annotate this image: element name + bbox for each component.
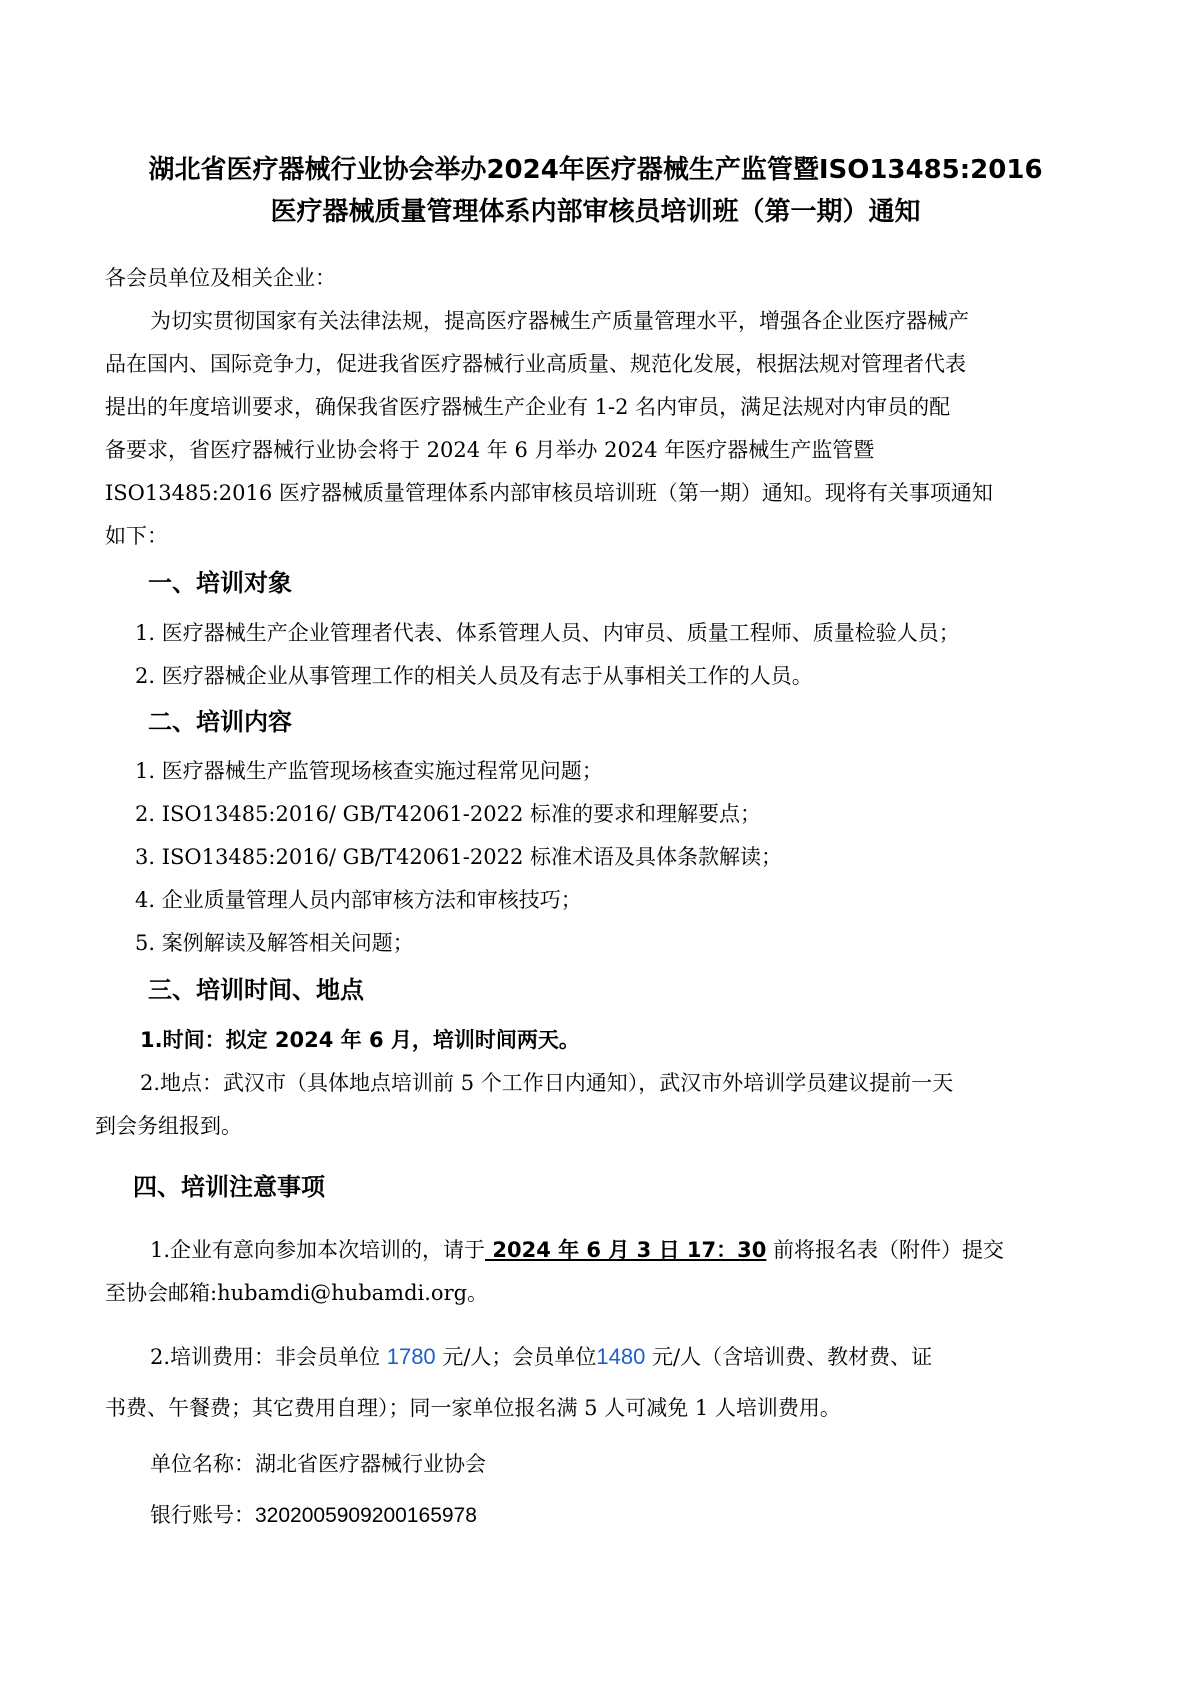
section4-item2-mid: 元/人；会员单位 <box>435 1345 597 1369</box>
intro-line-1: 为切实贯彻国家有关法律法规，提高医疗器械生产质量管理水平，增强各企业医疗器械产 <box>150 309 969 333</box>
section4-item2-prefix: 2.培训费用：非会员单位 <box>150 1345 387 1369</box>
intro-line-3: 提出的年度培训要求，确保我省医疗器械生产企业有 1-2 名内审员，满足法规对内审员的配 <box>105 395 951 419</box>
section4-item1-suffix: 前将报名表（附件）提交 <box>766 1238 1005 1262</box>
registration-deadline: 2024 年 6 月 3 日 17：30 <box>485 1238 767 1262</box>
section1-heading: 一、培训对象 <box>148 569 292 597</box>
section3-place-line2: 到会务组报到。 <box>95 1114 242 1138</box>
section2-item-5: 5. 案例解读及解答相关问题； <box>135 931 414 955</box>
bank-account-label: 银行账号： <box>150 1503 255 1527</box>
salutation: 各会员单位及相关企业： <box>105 266 336 290</box>
section3-place-line1: 2.地点：武汉市（具体地点培训前 5 个工作日内通知），武汉市外培训学员建议提前一天 <box>140 1071 954 1095</box>
intro-line-5: ISO13485:2016 医疗器械质量管理体系内部审核员培训班（第一期）通知。现将有关事项通知 <box>105 481 993 505</box>
intro-line-4: 备要求，省医疗器械行业协会将于 2024 年 6 月举办 2024 年医疗器械生产监管暨 <box>105 438 875 462</box>
section4-item1-line2: 至协会邮箱:hubamdi@hubamdi.org。 <box>105 1281 489 1305</box>
organization-name: 单位名称：湖北省医疗器械行业协会 <box>150 1452 486 1476</box>
section2-item-2: 2. ISO13485:2016/ GB/T42061-2022 标准的要求和理解要点； <box>135 802 761 826</box>
section4-item1-line1 <box>150 1234 1004 1266</box>
section2-item-4: 4. 企业质量管理人员内部审核方法和审核技巧； <box>135 888 582 912</box>
bank-account-number: 3202005909200165978 <box>255 1504 477 1527</box>
intro-line-2: 品在国内、国际竞争力，促进我省医疗器械行业高质量、规范化发展，根据法规对管理者代表 <box>105 352 966 376</box>
section4-heading: 四、培训注意事项 <box>133 1173 325 1201</box>
document-title-line1: 湖北省医疗器械行业协会举办2024年医疗器械生产监管暨ISO13485:2016 <box>148 155 1043 185</box>
section4-item1-prefix: 1.企业有意向参加本次培训的，请于 <box>150 1238 486 1262</box>
section2-item-1: 1. 医疗器械生产监管现场核查实施过程常见问题； <box>135 759 603 783</box>
section2-heading: 二、培训内容 <box>148 708 292 736</box>
bank-account-line <box>150 1499 477 1532</box>
fee-member: 1480 <box>596 1344 646 1369</box>
section1-item-2: 2. 医疗器械企业从事管理工作的相关人员及有志于从事相关工作的人员。 <box>135 664 813 688</box>
section2-item-3: 3. ISO13485:2016/ GB/T42061-2022 标准术语及具体条款解读； <box>135 845 782 869</box>
document-title-line2: 医疗器械质量管理体系内部审核员培训班（第一期）通知 <box>270 197 921 227</box>
intro-line-6: 如下： <box>105 524 168 548</box>
section3-heading: 三、培训时间、地点 <box>148 976 364 1004</box>
section3-time: 1.时间：拟定 2024 年 6 月，培训时间两天。 <box>140 1028 580 1052</box>
section4-item2-line2: 书费、午餐费；其它费用自理）；同一家单位报名满 5 人可减免 1 人培训费用。 <box>105 1396 841 1420</box>
section4-item2-line1 <box>150 1341 932 1373</box>
fee-nonmember: 1780 <box>386 1344 436 1369</box>
section1-item-1: 1. 医疗器械生产企业管理者代表、体系管理人员、内审员、质量工程师、质量检验人员； <box>135 621 960 645</box>
section4-item2-suffix: 元/人（含培训费、教材费、证 <box>645 1345 933 1369</box>
